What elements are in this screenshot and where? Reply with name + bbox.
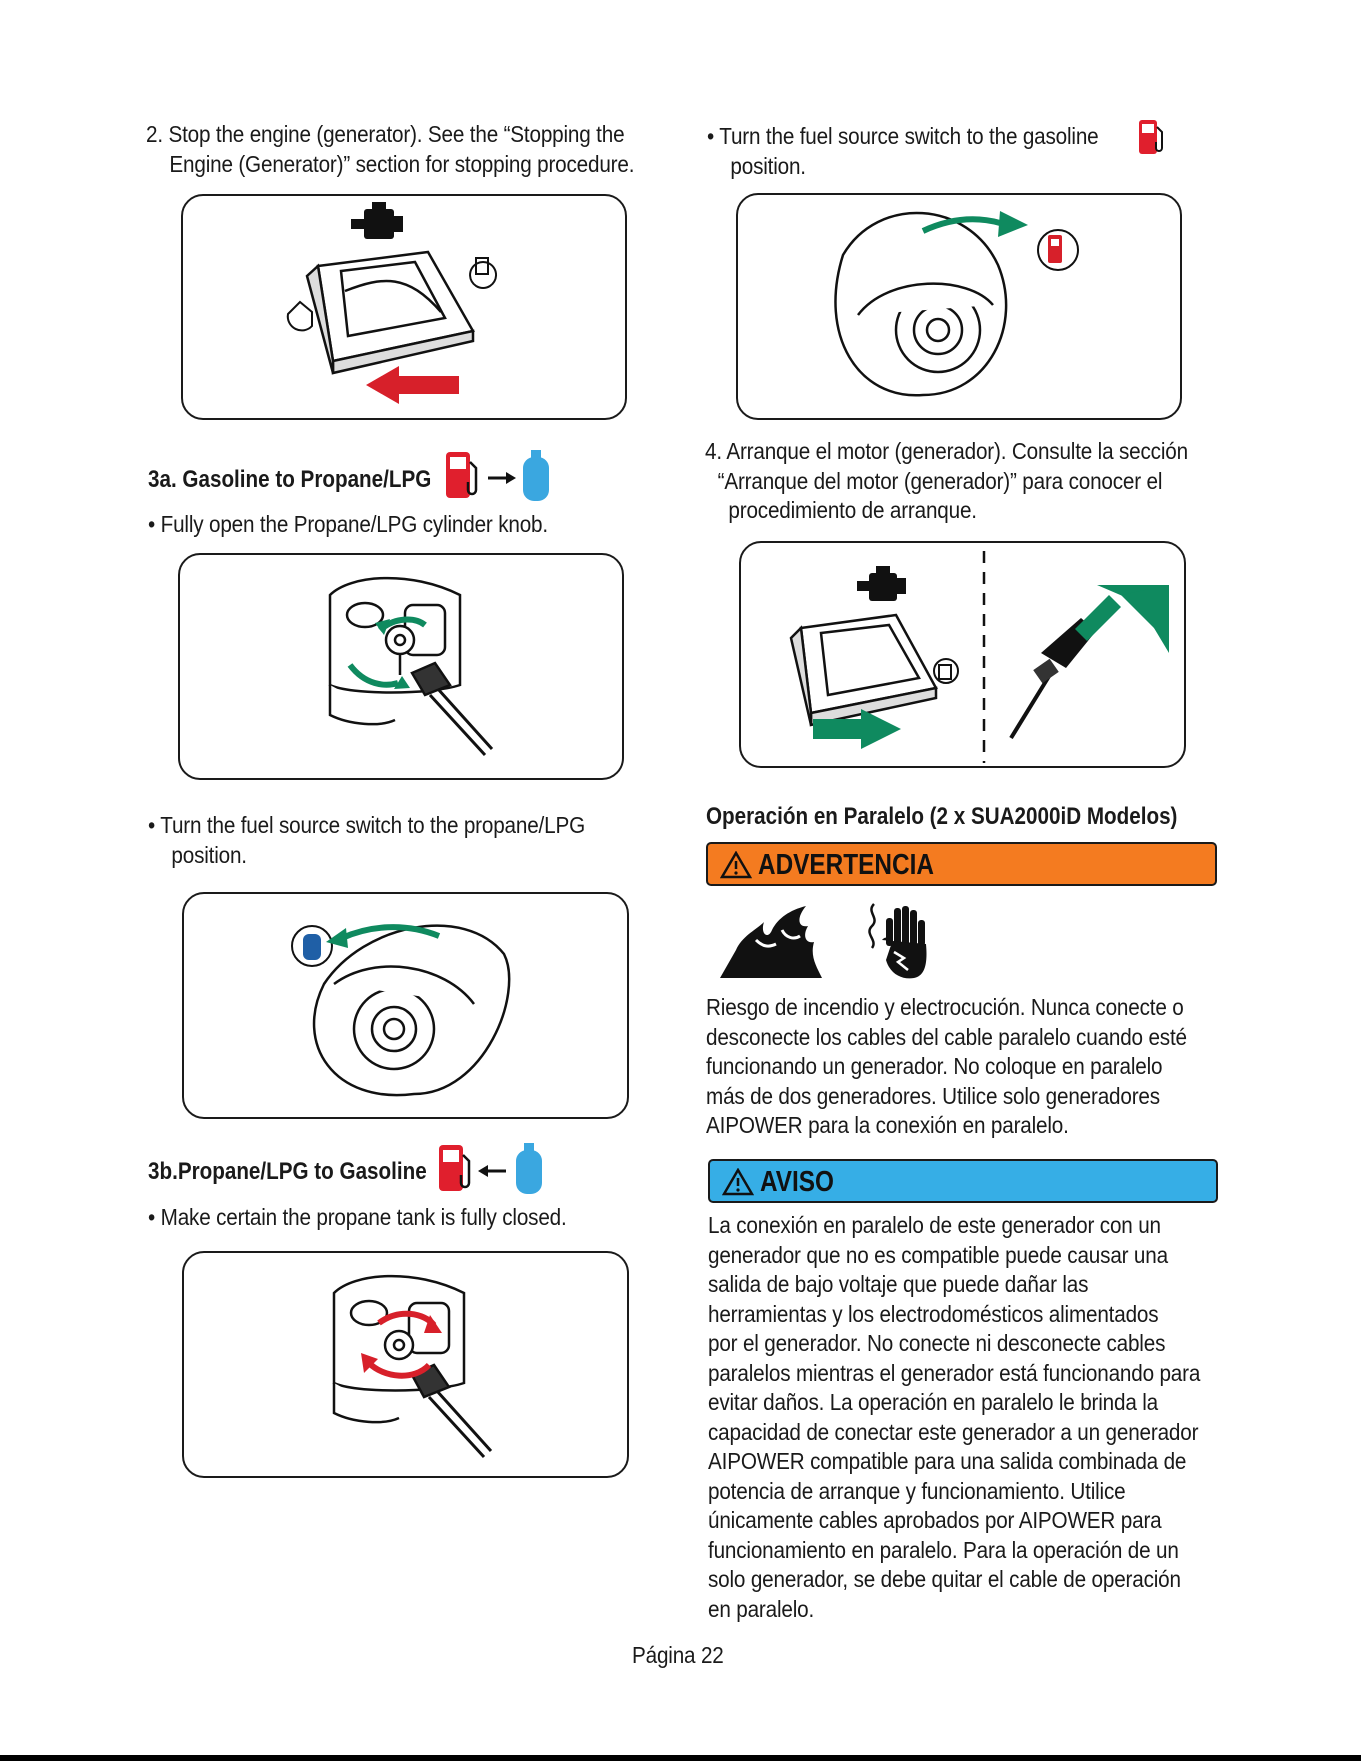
gas-pump-icon <box>1038 230 1078 270</box>
propane-cylinder-icon <box>523 450 549 501</box>
step4-line1: 4. Arranque el motor (generador). Consulte la sección <box>705 438 1188 464</box>
notice-line14: en paralelo. <box>708 1595 815 1622</box>
notice-line7: evitar daños. La operación en paralelo le brinda la <box>708 1389 1158 1415</box>
electrocution-hazard-icon <box>856 900 936 982</box>
bullet-switch-propane <box>148 811 585 870</box>
warning-line4: más de dos generadores. Utilice solo generadores <box>706 1082 1160 1109</box>
notice-text <box>708 1211 1200 1624</box>
figure-fuel-switch-gasoline <box>736 193 1182 420</box>
notice-line1: La conexión en paralelo de este generador con un <box>708 1212 1161 1238</box>
notice-line12: funcionamiento en paralelo. Para la operación de un <box>708 1536 1179 1563</box>
warning-label: ADVERTENCIA <box>758 849 934 881</box>
notice-line13: solo generador, se debe quitar el cable de operación <box>708 1566 1181 1592</box>
bullet-tank-closed: • Make certain the propane tank is fully closed. <box>148 1204 567 1230</box>
warning-line2: desconecte los cables del cable paralelo cuando esté <box>706 1023 1187 1050</box>
figure-open-knob <box>178 553 624 780</box>
arrow-left-icon <box>478 1165 506 1177</box>
rocker-switch-off <box>307 252 473 373</box>
bullet-switch-propane-line2: position. <box>171 841 247 868</box>
warning-banner <box>706 842 1217 886</box>
figure-stop-engine <box>181 194 627 420</box>
figure-close-knob <box>182 1251 629 1478</box>
bullet-switch-gasoline <box>707 122 1099 181</box>
notice-line11: únicamente cables aprobados por AIPOWER para <box>708 1507 1162 1533</box>
notice-line8: capacidad de conectar este generador a un generador <box>708 1418 1199 1445</box>
section-3a-title: 3a. Gasoline to Propane/LPG <box>148 466 432 493</box>
warning-triangle-icon <box>720 851 752 879</box>
step2-text <box>146 120 634 179</box>
warning-triangle-icon <box>722 1168 754 1196</box>
fire-hazard-icon <box>716 900 826 982</box>
notice-line6: paralelos mientras el generador está funcionando para <box>708 1359 1201 1386</box>
notice-banner <box>708 1159 1218 1203</box>
gas-pump-icon <box>1137 118 1171 158</box>
engine-icon <box>351 202 403 239</box>
figure-fuel-switch-propane <box>182 892 629 1119</box>
propane-cylinder-icon <box>292 926 332 966</box>
notice-label: AVISO <box>760 1166 834 1198</box>
warning-line3: funcionando un generador. No coloque en paralelo <box>706 1053 1163 1079</box>
rocker-switch-on <box>791 615 936 725</box>
notice-line3: salida de bajo voltaje que puede dañar las <box>708 1271 1089 1297</box>
arrow-up-right-icon <box>1075 585 1169 653</box>
propane-cylinder-icon <box>516 1143 542 1194</box>
bullet-switch-gasoline-line2: position. <box>730 152 806 179</box>
bottom-rule <box>0 1755 1361 1761</box>
bullet-open-knob: • Fully open the Propane/LPG cylinder knob. <box>148 511 548 537</box>
gas-to-propane-icons <box>443 448 563 504</box>
parallel-operation-title: Operación en Paralelo (2 x SUA2000iD Modelos) <box>706 803 1178 830</box>
step2-line2: Engine (Generator)” section for stopping procedure. <box>169 150 635 177</box>
section-3b-title: 3b.Propane/LPG to Gasoline <box>148 1158 427 1185</box>
gas-pump-icon <box>439 1145 469 1191</box>
step4-line3: procedimiento de arranque. <box>728 497 977 523</box>
arrow-left-icon <box>366 366 459 404</box>
step4-line2: “Arranque del motor (generador)” para conocer el <box>717 467 1163 494</box>
gas-pump-icon <box>446 452 476 498</box>
engine-icon <box>857 566 906 601</box>
warning-text <box>706 993 1187 1141</box>
notice-line9: AIPOWER compatible para una salida combinada de <box>708 1448 1187 1474</box>
step4-text <box>705 437 1188 526</box>
bullet-switch-gasoline-line1: • Turn the fuel source switch to the gasoline <box>707 123 1099 149</box>
bullet-switch-propane-line1: • Turn the fuel source switch to the propane/LPG <box>148 812 586 838</box>
notice-line2: generador que no es compatible puede causar una <box>708 1241 1168 1268</box>
propane-to-gas-icons <box>436 1141 556 1197</box>
notice-line10: potencia de arranque y funcionamiento. Utilice <box>708 1477 1126 1504</box>
arrow-right-icon <box>488 472 516 484</box>
notice-line5: por el generador. No conecte ni desconecte cables <box>708 1330 1166 1356</box>
notice-line4: herramientas y los electrodomésticos alimentados <box>708 1300 1159 1327</box>
figure-start-engine <box>739 541 1186 768</box>
warning-line5: AIPOWER para la conexión en paralelo. <box>706 1112 1069 1138</box>
warning-line1: Riesgo de incendio y electrocución. Nunca conecte o <box>706 994 1184 1020</box>
step2-line1: 2. Stop the engine (generator). See the “Stopping the <box>146 121 625 147</box>
page-number: Página 22 <box>632 1642 724 1668</box>
